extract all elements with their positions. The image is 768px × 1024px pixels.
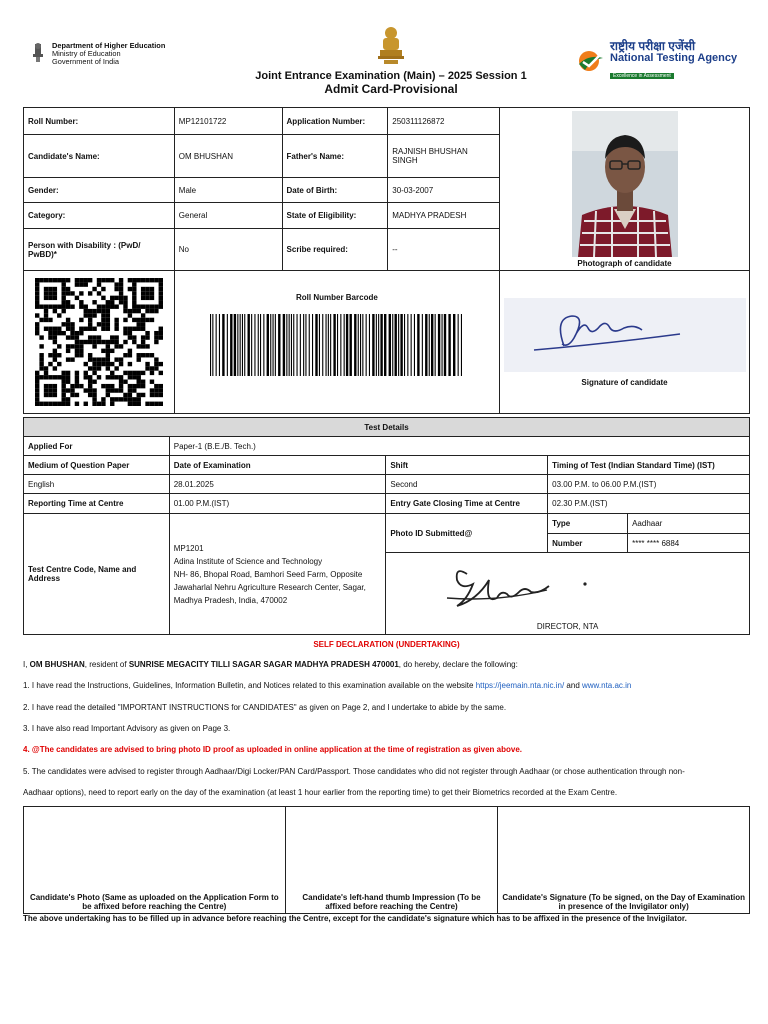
id-type-label: Type [548,514,628,534]
application-number-value: 250311126872 [388,108,500,135]
reporting-time-value: 01.00 P.M.(IST) [169,494,386,514]
declaration-point-5a: 5. The candidates were advised to register through Aadhaar/Digi Locker/PAN Card/Passport. Those candidates who did not register through Aadhaar (or chose authentication through non- [23,767,685,776]
declarant-name: OM BHUSHAN [29,660,85,669]
ministry-text [52,42,165,67]
state-eligibility-label: State of Eligibility: [282,203,388,229]
nta-logo-icon [575,50,605,72]
gate-closing-value: 02.30 P.M.(IST) [548,494,750,514]
application-number-label: Application Number: [282,108,388,135]
director-signature [427,560,627,622]
scribe-label: Scribe required: [282,229,388,271]
declaration-point-1: 1. I have read the Instructions, Guidelines, Information Bulletin, and Notices related to this examination available on the website https://jeemain.nta.nic.in/ and www.nta.ac.in [23,681,632,690]
centre-address-line1: NH- 86, Bhopal Road, Bamhori Seed Farm, Opposite [173,569,363,579]
declaration-intro: I, OM BHUSHAN, resident of SUNRISE MEGACITY TILLI SAGAR SAGAR MADHYA PRADESH 470001, do hereby, declare the following: [23,660,518,669]
exam-title: Joint Entrance Examination (Main) – 2025 Session 1 [255,70,527,82]
applied-for-value: Paper-1 (B.E./B. Tech.) [169,437,749,456]
declaration-point-3: 3. I have also read Important Advisory as given on Page 3. [23,724,231,733]
thumb-impression-box: Candidate's left-hand thumb Impression (To be affixed before reaching the Centre) [285,807,498,914]
photo-id-label: Photo ID Submitted@ [386,514,548,553]
nta-website-link[interactable]: www.nta.ac.in [582,681,632,690]
qr-code-cell [24,271,175,414]
reporting-time-label: Reporting Time at Centre [24,494,170,514]
dept-line2: Ministry of Education [52,49,121,59]
centre-name: Adina Institute of Science and Technology [173,556,323,566]
candidate-photo [572,111,678,257]
dob-value: 30-03-2007 [388,178,500,203]
director-caption: DIRECTOR, NTA [536,622,599,631]
test-details-table [23,417,750,635]
photo-caption: Photograph of candidate [577,259,672,268]
dept-line3: Government of India [52,57,119,67]
dob-label: Date of Birth: [282,178,388,203]
signature-caption: Signature of candidate [581,377,668,387]
timing-value: 03.00 P.M. to 06.00 P.M.(IST) [548,475,750,494]
candidate-signature [504,298,746,372]
gate-closing-label: Entry Gate Closing Time at Centre [386,494,548,514]
director-signature-cell [386,553,750,635]
medium-label: Medium of Question Paper [24,456,170,475]
admit-card-title: Admit Card-Provisional [324,82,458,96]
declaration-heading: SELF DECLARATION (UNDERTAKING) [313,640,460,649]
timing-label: Timing of Test (Indian Standard Time) (IST) [548,456,750,475]
declaration-point-2: 2. I have read the detailed "IMPORTANT INSTRUCTIONS for CANDIDATES" as given on Page 2, and I undertake to abide by the same. [23,703,507,712]
medium-value: English [24,475,170,494]
dept-line1: Department of Higher Education [52,41,166,50]
undertaking-boxes [23,806,750,914]
signature-cell [500,271,750,414]
scribe-value: -- [388,229,500,271]
declaration-point-5b: Aadhaar options), need to report early on the day of the examination (at least 1 hour earlier from the reporting time) to get their Biometrics recorded at the Exam Centre. [23,788,618,797]
exam-date-value: 28.01.2025 [169,475,386,494]
candidate-details-table [23,107,750,414]
ashoka-emblem-icon [374,25,408,65]
roll-number-value: MP12101722 [174,108,282,135]
nta-hindi-name: राष्ट्रीय परीक्षा एजेंसी [610,39,696,53]
nta-tagline: Excellence in Assessment [610,73,674,79]
id-number-label: Number [548,534,628,553]
national-emblem-icon [30,42,46,64]
shift-value: Second [386,475,548,494]
test-centre-label: Test Centre Code, Name and Address [24,514,170,635]
applied-for-label: Applied For [24,437,170,456]
photo-cell [500,108,750,271]
centre-address-line3: Madhya Pradesh, India, 470002 [173,595,288,605]
declaration-point-4: 4. @The candidates are advised to bring photo ID proof as uploaded in online application at the time of registration as given above. [23,745,522,754]
ministry-header [30,42,165,67]
jeemain-link[interactable]: https://jeemain.nta.nic.in/ [475,681,565,690]
candidate-signature-box: Candidate's Signature (To be signed, on the Day of Examination in presence of the Invigilator only) [498,807,750,914]
exam-date-label: Date of Examination [169,456,386,475]
declarant-address: SUNRISE MEGACITY TILLI SAGAR SAGAR MADHYA PRADESH 470001 [128,660,399,669]
id-number-value: **** **** 6884 [628,534,750,553]
candidate-photo-box: Candidate's Photo (Same as uploaded on the Application Form to be affixed before reaching the Centre) [24,807,286,914]
barcode-cell [174,271,499,414]
father-name-value: RAJNISH BHUSHAN SINGH [388,135,500,178]
candidate-name-label: Candidate's Name: [24,135,175,178]
centre-address-line2: Jawaharlal Nehru Agriculture Research Center, Sagar, [173,582,366,592]
father-name-label: Father's Name: [282,135,388,178]
shift-label: Shift [386,456,548,475]
gender-label: Gender: [24,178,175,203]
state-eligibility-value: MADHYA PRADESH [388,203,500,229]
category-value: General [174,203,282,229]
qr-code [32,278,166,406]
nta-english-name: National Testing Agency [610,52,738,64]
undertaking-note: The above undertaking has to be filled up in advance before reaching the Centre, except for the candidate's signature which has to be affixed in the presence of the Invigilator. [23,914,687,923]
category-label: Category: [24,203,175,229]
id-type-value: Aadhaar [628,514,750,534]
pwd-value: No [174,229,282,271]
roll-number-label: Roll Number: [24,108,175,135]
roll-number-barcode [208,314,466,376]
test-details-heading: Test Details [24,418,750,437]
barcode-caption: Roll Number Barcode [296,293,378,302]
centre-code: MP1201 [173,543,204,553]
pwd-label: Person with Disability : (PwD/ PwBD)* [24,229,175,271]
gender-value: Male [174,178,282,203]
candidate-name-value: OM BHUSHAN [174,135,282,178]
test-centre-address [169,514,386,635]
